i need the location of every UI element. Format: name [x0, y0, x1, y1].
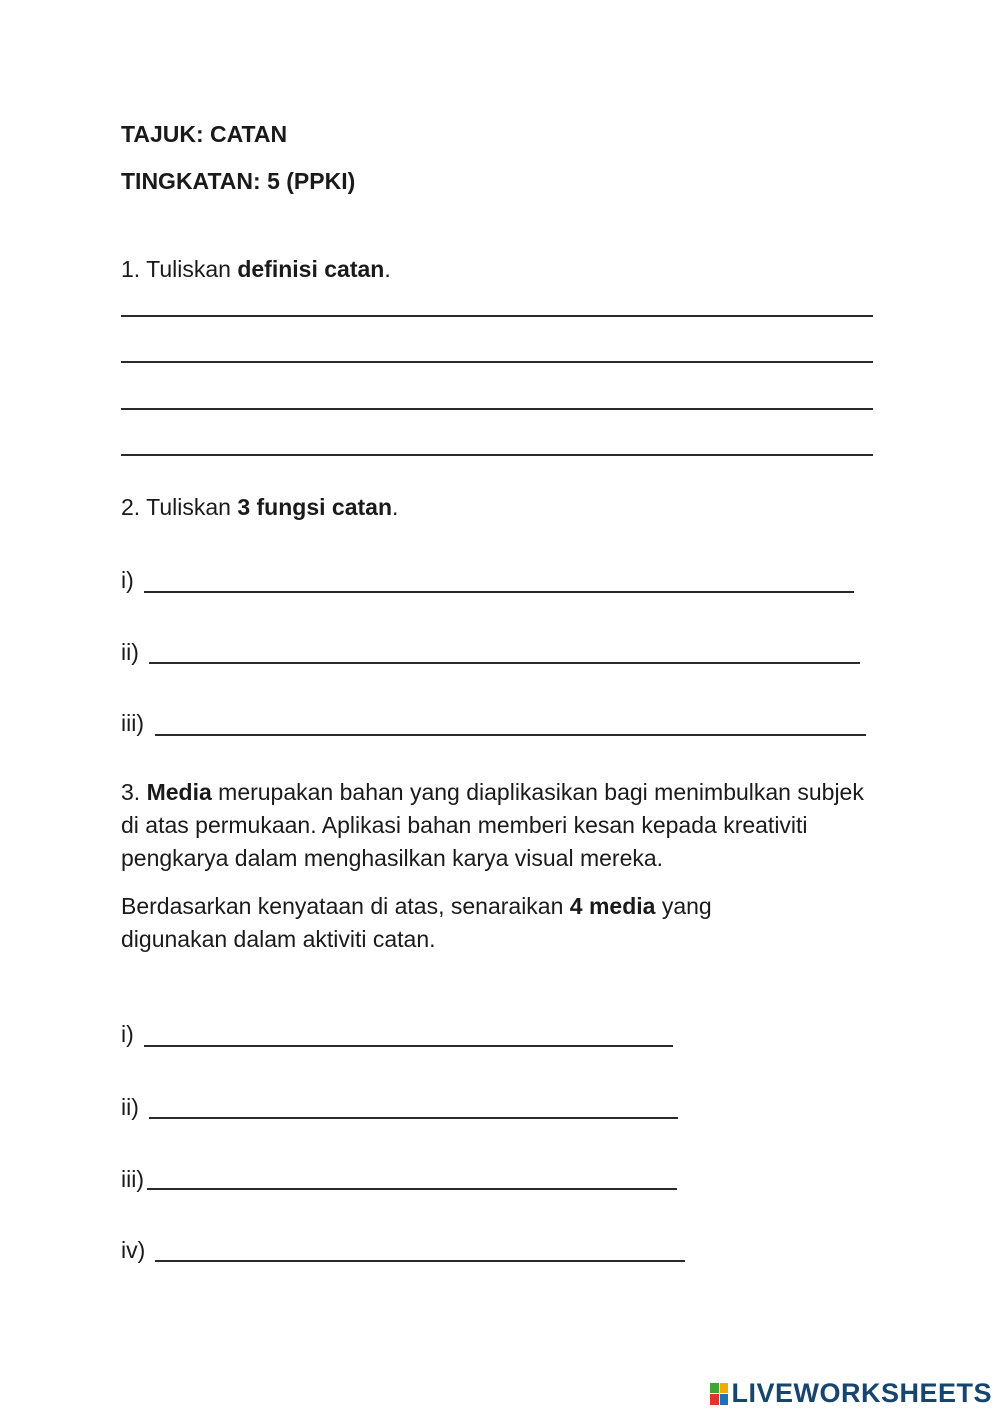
q3-item-label: iii) — [121, 1166, 144, 1192]
worksheet-level: TINGKATAN: 5 (PPKI) — [121, 168, 356, 194]
answer-line-q3-3[interactable] — [147, 1188, 677, 1190]
question-3-instr-suffix: yang digunakan dalam aktiviti catan. — [121, 893, 712, 952]
answer-line-q2-3[interactable] — [155, 734, 866, 736]
answer-line-q1-1[interactable] — [121, 315, 873, 317]
answer-line-q2-2[interactable] — [149, 662, 860, 664]
answer-line-q3-1[interactable] — [144, 1045, 673, 1047]
question-1-bold: definisi catan — [237, 256, 385, 282]
answer-line-q3-4[interactable] — [155, 1260, 685, 1262]
question-1 — [121, 252, 391, 286]
question-3-instr-bold: 4 media — [569, 893, 656, 919]
question-1-prefix: 1. Tuliskan — [121, 256, 238, 282]
question-3-num: 3. — [121, 779, 147, 805]
question-3-instr-prefix: Berdasarkan kenyataan di atas, senaraikan — [121, 893, 570, 919]
answer-line-q1-3[interactable] — [121, 408, 873, 410]
q2-item-label: i) — [121, 567, 134, 593]
question-2 — [121, 490, 398, 524]
liveworksheets-logo-text: LIVEWORKSHEETS — [731, 1378, 992, 1408]
question-1-suffix: . — [384, 256, 391, 282]
question-3-statement — [121, 776, 881, 875]
question-3-text: merupakan bahan yang diaplikasikan bagi menimbulkan subjek di atas permukaan. Aplikasi bahan memberi kesan kepada kreativiti pengkarya dalam menghasilkan karya visual mereka. — [121, 779, 864, 871]
q3-item-label: iv) — [121, 1237, 146, 1263]
q2-item-label: iii) — [121, 710, 144, 736]
question-3-bold: Media — [146, 779, 212, 805]
liveworksheets-logo — [710, 1378, 992, 1409]
liveworksheets-logo-icon — [710, 1383, 728, 1405]
q3-item-label: ii) — [121, 1094, 139, 1120]
answer-line-q1-2[interactable] — [121, 361, 873, 363]
answer-line-q2-1[interactable] — [144, 591, 854, 593]
question-2-bold: 3 fungsi catan — [237, 494, 392, 520]
q2-item-label: ii) — [121, 639, 139, 665]
question-3-instruction — [121, 890, 821, 956]
answer-line-q3-2[interactable] — [149, 1117, 678, 1119]
question-2-prefix: 2. Tuliskan — [121, 494, 238, 520]
answer-line-q1-4[interactable] — [121, 454, 873, 456]
question-2-suffix: . — [392, 494, 399, 520]
q3-item-label: i) — [121, 1021, 134, 1047]
worksheet-topic: TAJUK: CATAN — [121, 121, 288, 147]
